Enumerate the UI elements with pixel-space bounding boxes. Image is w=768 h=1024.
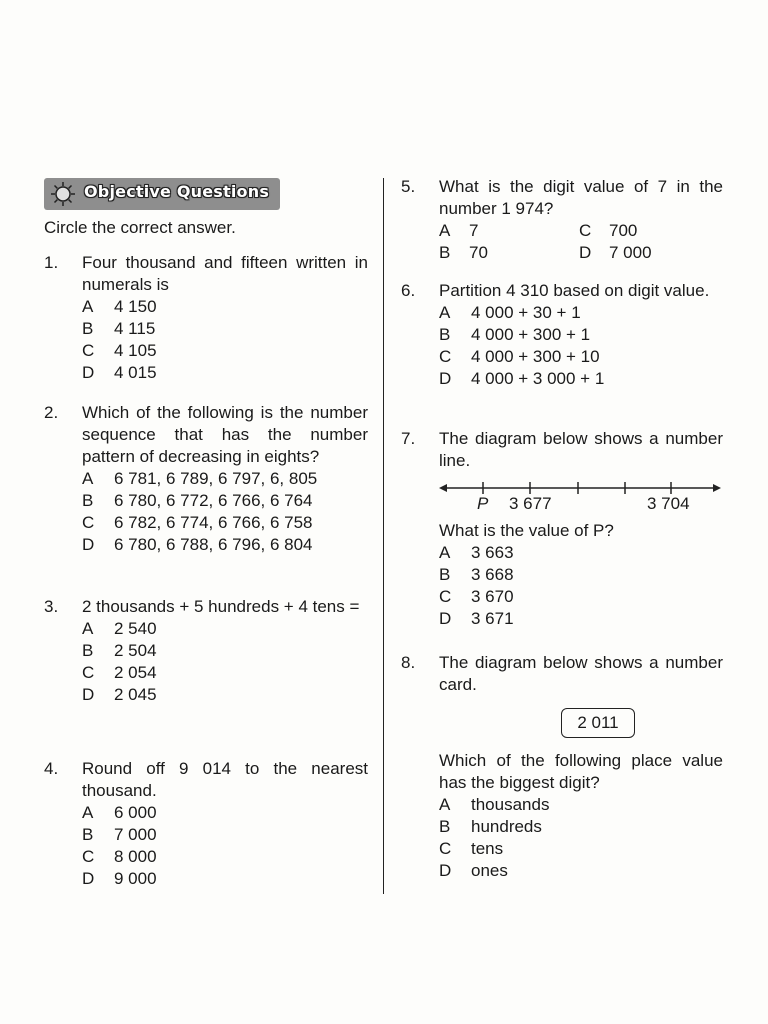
question-7 [401, 428, 723, 630]
number-card: 2 011 [561, 708, 635, 738]
option-c[interactable]: C 2 054 [82, 663, 157, 682]
question-stem: Partition 4 310 based on digit value. [439, 281, 710, 300]
question-stem: What is the digit value of 7 in the number 1 974? [439, 177, 723, 218]
option-c[interactable]: C 4 105 [82, 341, 157, 360]
section-title: Objective Questions [84, 182, 270, 201]
option-c[interactable]: C 3 670 [439, 587, 514, 606]
option-d[interactable]: D 4 000 + 3 000 + 1 [439, 369, 605, 388]
left-arrow-icon [439, 484, 447, 492]
option-b[interactable]: B 4 115 [82, 319, 156, 338]
option-c[interactable]: C 8 000 [82, 847, 157, 866]
option-b[interactable]: B 3 668 [439, 565, 514, 584]
option-c[interactable]: C 700 [579, 221, 638, 240]
sub-question: What is the value of P? [439, 521, 614, 540]
right-arrow-icon [713, 484, 721, 492]
option-d[interactable]: D ones [439, 861, 508, 880]
question-5 [401, 176, 723, 264]
option-a[interactable]: A 4 000 + 30 + 1 [439, 303, 581, 322]
label-right: 3 704 [647, 494, 690, 513]
option-d[interactable]: D 4 015 [82, 363, 157, 382]
question-1 [44, 252, 368, 384]
question-number: 2. [44, 403, 59, 422]
column-divider [383, 178, 384, 894]
question-stem: Four thousand and fifteen written in numerals is [82, 253, 368, 294]
option-c[interactable]: C 6 782, 6 774, 6 766, 6 758 [82, 513, 313, 532]
question-number: 4. [44, 759, 59, 778]
option-c[interactable]: C tens [439, 839, 504, 858]
option-a[interactable]: A 6 000 [82, 803, 157, 822]
option-b[interactable]: B 6 780, 6 772, 6 766, 6 764 [82, 491, 313, 510]
option-d[interactable]: D 6 780, 6 788, 6 796, 6 804 [82, 535, 313, 554]
option-a[interactable]: A 2 540 [82, 619, 157, 638]
question-6 [401, 280, 723, 390]
option-b[interactable]: B hundreds [439, 817, 542, 836]
question-stem: Which of the following is the number sequence that has the number pattern of decreasing in eights? [82, 403, 368, 466]
question-4 [44, 758, 368, 890]
label-mid: 3 677 [509, 494, 552, 513]
number-line [439, 478, 721, 518]
question-8 [401, 652, 723, 882]
sub-question: Which of the following place value has the biggest digit? [439, 751, 723, 792]
question-stem: Round off 9 014 to the nearest thousand. [82, 759, 368, 800]
question-number: 8. [401, 653, 416, 672]
question-number: 5. [401, 177, 416, 196]
question-number: 1. [44, 253, 59, 272]
label-p: P [477, 494, 489, 513]
question-stem: The diagram below shows a number card. [439, 653, 723, 694]
question-stem: 2 thousands + 5 hundreds + 4 tens = [82, 597, 360, 616]
question-stem: The diagram below shows a number line. [439, 429, 723, 470]
question-3 [44, 596, 368, 706]
option-d[interactable]: D 3 671 [439, 609, 514, 628]
option-b[interactable]: B 2 504 [82, 641, 157, 660]
options-grid [439, 220, 723, 264]
question-2 [44, 402, 368, 556]
sun-badge-icon [50, 181, 76, 207]
option-d[interactable]: D 7 000 [579, 243, 652, 262]
option-c[interactable]: C 4 000 + 300 + 10 [439, 347, 600, 366]
option-a[interactable]: A 7 [439, 221, 479, 240]
section-banner [44, 178, 280, 210]
option-a[interactable]: A 6 781, 6 789, 6 797, 6, 805 [82, 469, 318, 488]
option-a[interactable]: A 4 150 [82, 297, 157, 316]
option-a[interactable]: A thousands [439, 795, 550, 814]
option-d[interactable]: D 9 000 [82, 869, 157, 888]
option-b[interactable]: B 4 000 + 300 + 1 [439, 325, 591, 344]
option-b[interactable]: B 7 000 [82, 825, 157, 844]
question-number: 6. [401, 281, 416, 300]
question-number: 3. [44, 597, 59, 616]
question-number: 7. [401, 429, 416, 448]
instruction: Circle the correct answer. [44, 218, 236, 237]
option-b[interactable]: B 70 [439, 243, 488, 262]
option-a[interactable]: A 3 663 [439, 543, 514, 562]
option-d[interactable]: D 2 045 [82, 685, 157, 704]
